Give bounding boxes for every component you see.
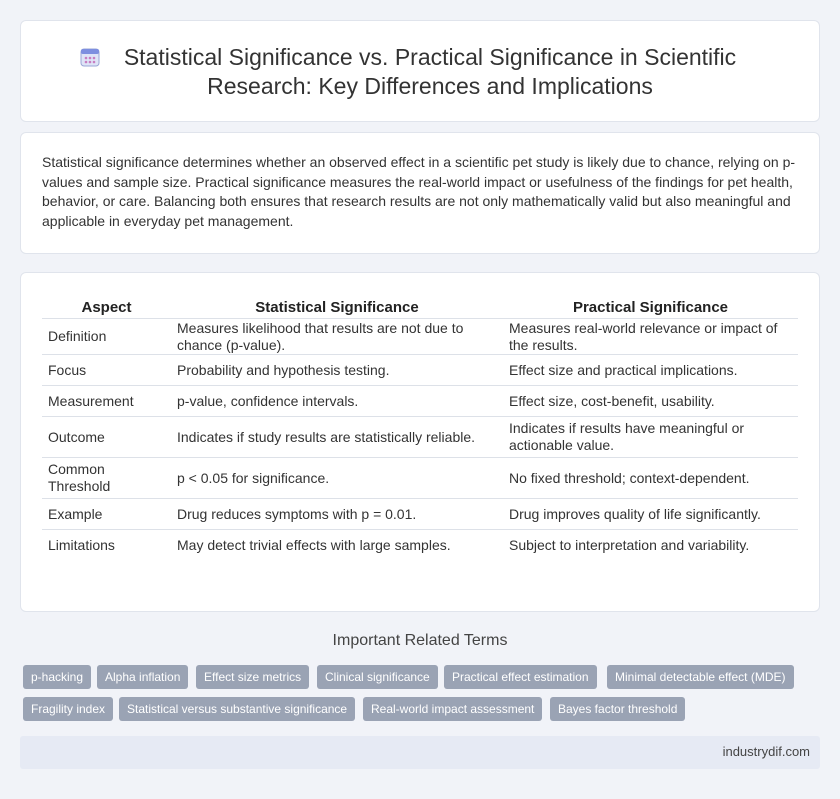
comparison-table <box>42 295 798 560</box>
statistical-cell: p-value, confidence intervals. <box>171 386 503 417</box>
practical-cell: Effect size and practical implications. <box>503 355 798 386</box>
practical-cell: Effect size, cost-benefit, usability. <box>503 386 798 417</box>
page-title: Statistical Significance vs. Practical Significance in Scientific Research: Key Differences and Implications <box>123 44 737 99</box>
statistical-cell: May detect trivial effects with large samples. <box>177 536 451 553</box>
intro-paragraph: Statistical significance determines whether an observed effect in a scientific pet study is likely due to chance, relying on p-values and sample size. Practical significance measures the real-world impact or usefulness of the findings for pet health, behavior, or care. Balancing both ensures that research results are not only mathematically valid but also meaningful and applicable in everyday pet management. <box>42 154 796 229</box>
related-term-tag[interactable]: Alpha inflation <box>97 665 188 689</box>
aspect-cell: Measurement <box>42 386 171 417</box>
practical-cell: No fixed threshold; context-dependent. <box>503 458 798 499</box>
table-row <box>42 417 798 458</box>
related-term-tag[interactable]: Practical effect estimation <box>444 665 597 689</box>
intro-card <box>20 132 820 254</box>
aspect-cell: Common Threshold <box>42 458 171 499</box>
table-row <box>42 530 798 561</box>
site-name[interactable]: industrydif.com <box>722 744 810 759</box>
comparison-card <box>20 272 820 612</box>
related-term-tag[interactable]: Real-world impact assessment <box>363 697 542 721</box>
aspect-cell: Outcome <box>42 417 171 458</box>
aspect-cell: Definition <box>42 319 171 355</box>
aspect-cell: Example <box>42 499 171 530</box>
statistical-cell: p < 0.05 for significance. <box>171 458 503 499</box>
table-row <box>42 458 798 499</box>
related-term-tag[interactable]: Effect size metrics <box>196 665 309 689</box>
practical-cell: Drug improves quality of life significantly. <box>503 499 798 530</box>
table-row <box>42 499 798 530</box>
header-aspect: Aspect <box>42 295 171 319</box>
related-term-tag[interactable]: Fragility index <box>23 697 113 721</box>
table-row <box>42 386 798 417</box>
header-statistical: Statistical Significance <box>171 295 503 319</box>
footer <box>20 736 820 769</box>
related-term-tag[interactable]: Statistical versus substantive significance <box>119 697 355 721</box>
practical-cell: Subject to interpretation and variability. <box>509 536 750 553</box>
table-row <box>42 355 798 386</box>
table-row <box>42 319 798 355</box>
aspect-cell: Focus <box>42 355 171 386</box>
related-term-tag[interactable]: Minimal detectable effect (MDE) <box>607 665 794 689</box>
statistical-cell: Probability and hypothesis testing. <box>171 355 503 386</box>
table-header-row <box>42 295 798 319</box>
statistical-cell: Measures likelihood that results are not due to chance (p-value). <box>171 319 503 355</box>
practical-cell: Indicates if results have meaningful or actionable value. <box>503 417 798 458</box>
header-practical: Practical Significance <box>503 295 798 319</box>
title-card <box>20 20 820 122</box>
related-term-tag[interactable]: Bayes factor threshold <box>550 697 685 721</box>
statistical-cell: Drug reduces symptoms with p = 0.01. <box>171 499 503 530</box>
aspect-cell: Limitations <box>48 536 115 553</box>
related-term-tag[interactable]: p-hacking <box>23 665 91 689</box>
related-terms-title: Important Related Terms <box>332 632 508 649</box>
statistical-cell: Indicates if study results are statistically reliable. <box>171 417 503 458</box>
related-term-tag[interactable]: Clinical significance <box>317 665 438 689</box>
practical-cell: Measures real-world relevance or impact of the results. <box>503 319 798 355</box>
